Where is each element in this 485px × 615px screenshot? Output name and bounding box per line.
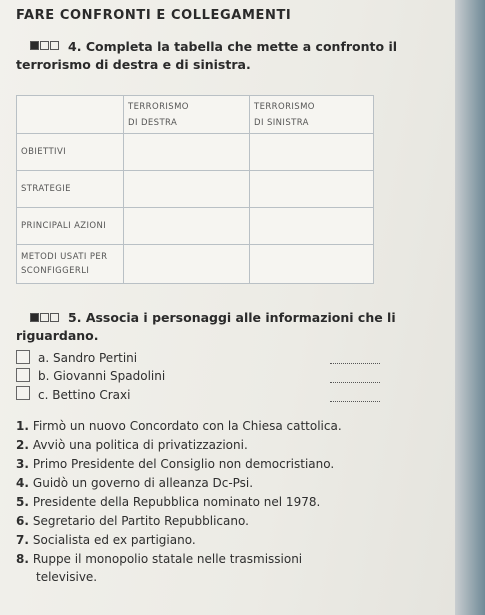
info-item-3 [16,457,396,473]
info-number: 4. [16,476,29,490]
info-item-8 [16,552,396,568]
info-number: 2. [16,438,29,452]
exercise-5-line-2: riguardano. [16,328,99,343]
info-text: Firmò un nuovo Concordato con la Chiesa cattolica. [32,419,342,433]
exercise-5-instruction [68,309,396,326]
row-label-metodi-line1: METODI USATI PER [21,252,108,262]
table-row [17,208,374,245]
info-text: Guidò un governo di alleanza Dc-Psi. [32,476,254,490]
answer-line-c[interactable] [330,400,380,402]
page-edge-band [455,0,485,615]
checkbox-b[interactable] [16,368,30,382]
person-b: b. Giovanni Spadolini [38,369,166,383]
person-a: a. Sandro Pertini [38,351,138,365]
answer-cell[interactable] [250,208,374,245]
table-header-row [17,96,374,134]
info-item-5 [16,495,396,511]
info-number: 7. [16,533,29,547]
info-number: 1. [16,419,29,433]
answer-line-a[interactable] [330,362,380,364]
info-item-4 [16,476,396,492]
info-number: 5. [16,495,29,509]
comparison-table [16,95,374,284]
answer-cell[interactable] [124,171,250,208]
exercise-4-number: 4. [68,39,82,54]
info-item-8-continuation: televisive. [36,570,98,584]
info-item-6 [16,514,396,530]
answer-line-b[interactable] [330,381,380,383]
header-left-wing-line2: DI SINISTRA [254,117,309,128]
section-title: FARE CONFRONTI E COLLEGAMENTI [16,8,292,23]
header-right-wing-line1: TERRORISMO [128,101,189,112]
answer-cell[interactable] [250,171,374,208]
exercise-5-number: 5. [68,310,82,325]
info-text: Presidente della Repubblica nominato nel 1978. [32,495,321,509]
exercise-5-line-1: Associa i personaggi alle informazioni che li [85,310,396,325]
row-label-metodi-line2: SCONFIGGERLI [21,266,90,276]
info-text: Ruppe il monopolio statale nelle trasmissioni [32,552,303,566]
table-row [17,245,374,284]
header-left-wing [250,96,374,134]
info-text: Segretario del Partito Repubblicano. [32,514,249,528]
header-right-wing-line2: DI DESTRA [128,117,178,128]
info-number: 3. [16,457,29,471]
answer-cell[interactable] [250,134,374,171]
answer-cell[interactable] [124,245,250,284]
row-label-strategie: STRATEGIE [17,171,124,208]
row-label-obiettivi: OBIETTIVI [17,134,124,171]
checkbox-a[interactable] [16,350,30,364]
header-left-wing-line1: TERRORISMO [254,101,315,112]
table-row [17,171,374,208]
info-number: 8. [16,552,29,566]
difficulty-boxes-icon [30,313,59,322]
header-right-wing [124,96,250,134]
answer-cell[interactable] [250,245,374,284]
person-c: c. Bettino Craxi [38,388,131,402]
info-text: Avviò una politica di privatizzazioni. [32,438,248,452]
info-text: Socialista ed ex partigiano. [32,533,196,547]
exercise-4-line-1: Completa la tabella che mette a confronto il [85,39,398,54]
info-number: 6. [16,514,29,528]
exercise-4-instruction [68,38,397,55]
info-text: Primo Presidente del Consiglio non democristiano. [32,457,335,471]
info-item-1 [16,419,396,435]
table-row [17,134,374,171]
table-corner-cell [17,96,124,134]
row-label-azioni: PRINCIPALI AZIONI [17,208,124,245]
info-item-2 [16,438,396,454]
answer-cell[interactable] [124,208,250,245]
difficulty-boxes-icon [30,41,59,50]
exercise-4-line-2: terrorismo di destra e di sinistra. [16,57,251,72]
row-label-metodi [17,245,124,284]
answer-cell[interactable] [124,134,250,171]
info-item-7 [16,533,396,549]
checkbox-c[interactable] [16,386,30,400]
